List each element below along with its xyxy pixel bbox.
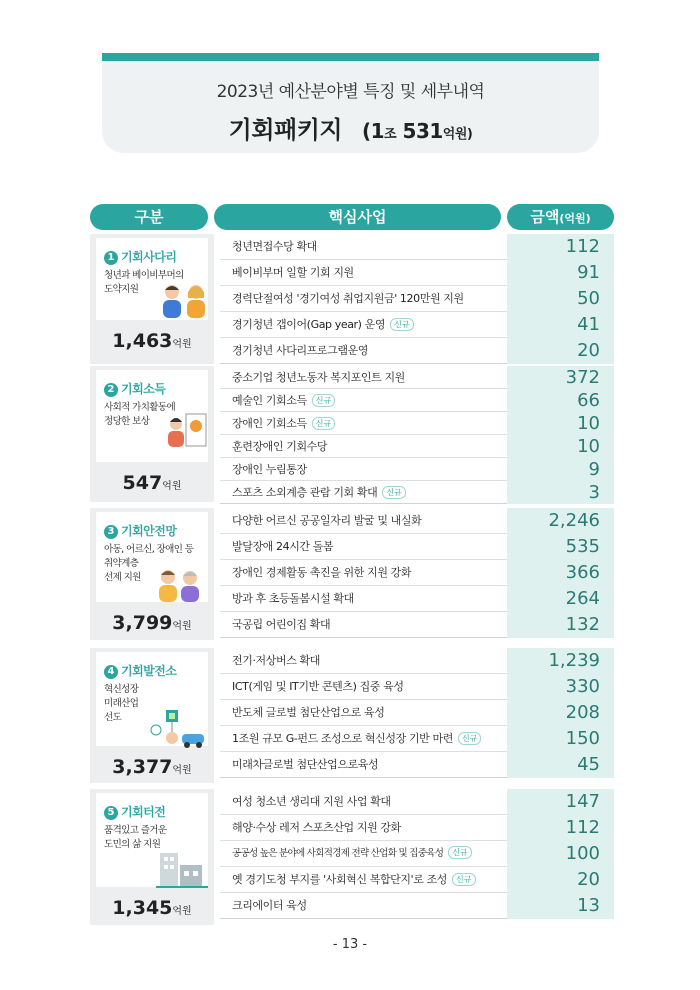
project-amount: 10 xyxy=(507,412,614,435)
group-number-badge: 1 xyxy=(104,251,118,265)
page-number: - 13 - xyxy=(332,937,368,952)
new-badge: 신규 xyxy=(382,486,405,499)
group-total xyxy=(90,756,214,778)
header-total-num: 531 xyxy=(396,119,443,143)
table-row xyxy=(220,726,614,752)
group-total-value: 1,345 xyxy=(112,897,173,919)
group-card-inner xyxy=(96,238,208,320)
table-row xyxy=(220,435,614,458)
header-total-jo: 조 xyxy=(384,127,397,142)
group-total-unit: 억원 xyxy=(172,339,192,350)
project-amount: 50 xyxy=(507,286,614,312)
group-total-unit: 억원 xyxy=(172,906,192,917)
project-amount: 208 xyxy=(507,700,614,726)
table-row xyxy=(220,458,614,481)
new-badge: 신규 xyxy=(390,318,413,331)
group-title: 기회터전 xyxy=(121,805,166,819)
table-row xyxy=(220,867,614,893)
group-card xyxy=(90,508,214,640)
column-header-core: 핵심사업 xyxy=(214,204,501,230)
project-name xyxy=(232,508,421,534)
group-rows xyxy=(220,648,614,778)
project-amount: 45 xyxy=(507,752,614,778)
group-description: 혁신성장 미래산업 선도 xyxy=(104,684,139,723)
project-name-text: 경기청년 갭이어(Gap year) 운영 xyxy=(232,318,386,331)
group-rows xyxy=(220,789,614,919)
project-name-text: 방과 후 초등돌봄시설 확대 xyxy=(232,592,354,605)
project-name xyxy=(232,260,354,286)
project-name xyxy=(232,674,404,700)
table-row xyxy=(220,286,614,312)
project-name xyxy=(232,789,391,815)
group-card xyxy=(90,648,214,783)
project-name-text: 장애인 경제활동 촉진을 위한 지원 강화 xyxy=(232,566,412,579)
project-amount: 1,239 xyxy=(507,648,614,674)
project-name xyxy=(232,435,327,458)
project-amount: 132 xyxy=(507,612,614,638)
header-total-open: (1 xyxy=(361,119,384,143)
table-row xyxy=(220,700,614,726)
table-row xyxy=(220,366,614,389)
project-name xyxy=(232,752,378,778)
table-row xyxy=(220,648,614,674)
table-row xyxy=(220,481,614,504)
group-illustration-icon xyxy=(146,708,206,754)
new-badge: 신규 xyxy=(458,732,481,745)
group-description: 품격있고 즐거운 도민의 삶 지원 xyxy=(104,825,167,850)
group-card-inner xyxy=(96,652,208,746)
header-total xyxy=(362,119,472,143)
project-amount: 3 xyxy=(507,481,614,504)
project-name-text: 중소기업 청년노동자 복지포인트 지원 xyxy=(232,371,405,384)
new-badge: 신규 xyxy=(448,846,471,859)
header-title-line xyxy=(102,110,599,145)
project-amount: 2,246 xyxy=(507,508,614,534)
project-amount: 147 xyxy=(507,789,614,815)
table-row xyxy=(220,234,614,260)
project-name-text: 예술인 기회소득 xyxy=(232,394,307,407)
project-name-text: 반도체 글로벌 첨단산업으로 육성 xyxy=(232,706,385,719)
project-name xyxy=(232,338,368,364)
table-row xyxy=(220,508,614,534)
group-card xyxy=(90,366,214,502)
group-description: 아동, 어르신, 장애인 등 취약계층 선제 지원 xyxy=(104,544,194,583)
table-row xyxy=(220,612,614,638)
project-amount: 330 xyxy=(507,674,614,700)
group-total-value: 3,799 xyxy=(112,612,173,634)
page-header xyxy=(102,61,599,153)
table-row xyxy=(220,338,614,364)
table-row xyxy=(220,815,614,841)
project-name xyxy=(232,412,335,435)
column-header-amount xyxy=(507,204,614,230)
table-row xyxy=(220,560,614,586)
project-name xyxy=(232,234,317,260)
group-total xyxy=(90,612,214,634)
group-rows xyxy=(220,366,614,504)
project-amount: 9 xyxy=(507,458,614,481)
group-card-inner xyxy=(96,793,208,887)
project-name xyxy=(232,534,333,560)
group-card xyxy=(90,789,214,925)
group-illustration-icon xyxy=(164,412,208,454)
group-title: 기회안전망 xyxy=(121,524,177,538)
table-row xyxy=(220,389,614,412)
project-name-text: 미래차글로벌 첨단산업으로육성 xyxy=(232,758,379,771)
group-total-value: 1,463 xyxy=(112,330,173,352)
group-illustration-icon xyxy=(156,849,208,893)
group-title: 기회소득 xyxy=(121,382,166,396)
table-row xyxy=(220,312,614,338)
project-amount: 112 xyxy=(507,234,614,260)
project-name xyxy=(232,867,476,893)
project-amount: 150 xyxy=(507,726,614,752)
table-row xyxy=(220,534,614,560)
group-card-inner xyxy=(96,512,208,602)
new-badge: 신규 xyxy=(312,417,335,430)
project-name-text: 크리에이터 육성 xyxy=(232,899,307,912)
project-amount: 100 xyxy=(507,841,614,867)
table-row xyxy=(220,260,614,286)
group-total-value: 3,377 xyxy=(112,756,173,778)
column-header-amount-unit: (억원) xyxy=(559,212,591,225)
header-title: 기회패키지 xyxy=(228,116,343,144)
project-amount: 91 xyxy=(507,260,614,286)
project-name-text: 경기청년 사다리프로그램운영 xyxy=(232,344,369,357)
group-number-badge: 5 xyxy=(104,806,118,820)
project-name-text: 옛 경기도청 부지를 '사회혁신 복합단지'로 조성 xyxy=(232,873,448,886)
project-amount: 366 xyxy=(507,560,614,586)
project-name-text: 전기·저상버스 확대 xyxy=(232,654,321,667)
group-total-unit: 억원 xyxy=(172,765,192,776)
project-name-text: 발달장애 24시간 돌봄 xyxy=(232,540,334,553)
group-title: 기회발전소 xyxy=(121,664,177,678)
group-illustration-icon xyxy=(154,566,206,608)
project-name xyxy=(232,586,354,612)
table-row xyxy=(220,752,614,778)
group-total xyxy=(90,330,214,352)
group-description: 사회적 가치활동에 정당한 보상 xyxy=(104,402,176,427)
group-total xyxy=(90,897,214,919)
group-total-value: 547 xyxy=(122,472,163,494)
project-name-text: ICT(게임 및 IT기반 콘텐츠) 집중 육성 xyxy=(232,680,404,693)
column-header-category: 구분 xyxy=(90,204,208,230)
project-amount: 20 xyxy=(507,338,614,364)
project-name-text: 해양·수상 레저 스포츠산업 지원 강화 xyxy=(232,821,401,834)
new-badge: 신규 xyxy=(452,873,475,886)
project-name-text: 공공성 높은 분야에 사회적경제 전략 산업화 및 집중육성 xyxy=(232,848,444,859)
group-total xyxy=(90,472,214,494)
project-name-text: 1조원 규모 G-펀드 조성으로 혁신성장 기반 마련 xyxy=(232,732,453,745)
project-amount: 66 xyxy=(507,389,614,412)
project-amount: 372 xyxy=(507,366,614,389)
new-badge: 신규 xyxy=(312,394,335,407)
group-number-badge: 4 xyxy=(104,665,118,679)
table-row xyxy=(220,674,614,700)
project-name xyxy=(232,648,320,674)
project-amount: 20 xyxy=(507,867,614,893)
project-name xyxy=(232,481,406,504)
group-number-badge: 2 xyxy=(104,383,118,397)
table-row xyxy=(220,789,614,815)
project-name xyxy=(232,366,405,389)
project-name-text: 여성 청소년 생리대 지원 사업 확대 xyxy=(232,795,391,808)
group-rows xyxy=(220,508,614,638)
project-amount: 41 xyxy=(507,312,614,338)
group-total-unit: 억원 xyxy=(172,621,192,632)
group-card-inner xyxy=(96,370,208,462)
project-amount: 13 xyxy=(507,893,614,919)
table-row xyxy=(220,412,614,435)
project-name-text: 장애인 누림통장 xyxy=(232,463,307,476)
project-name-text: 장애인 기회소득 xyxy=(232,417,307,430)
table-row xyxy=(220,893,614,919)
project-name xyxy=(232,286,464,312)
project-name xyxy=(232,815,401,841)
project-name xyxy=(232,893,307,919)
project-name xyxy=(232,612,330,638)
project-name xyxy=(232,841,472,867)
project-name xyxy=(232,560,411,586)
header-total-unit: 억원) xyxy=(442,127,473,142)
group-number-badge: 3 xyxy=(104,525,118,539)
project-name-text: 국공립 어린이집 확대 xyxy=(232,618,331,631)
project-name-text: 경력단절여성 '경기여성 취업지원금' 120만원 지원 xyxy=(232,292,464,305)
project-name xyxy=(232,726,481,752)
table-row xyxy=(220,586,614,612)
project-name-text: 베이비부머 일할 기회 지원 xyxy=(232,266,354,279)
column-header-amount-label: 금액 xyxy=(530,208,560,226)
project-amount: 535 xyxy=(507,534,614,560)
project-name xyxy=(232,389,335,412)
header-subtitle: 2023년 예산분야별 특징 및 세부내역 xyxy=(216,82,485,102)
project-amount: 264 xyxy=(507,586,614,612)
group-card xyxy=(90,234,214,364)
table-row xyxy=(220,841,614,867)
group-rows xyxy=(220,234,614,364)
project-name xyxy=(232,312,414,338)
group-title: 기회사다리 xyxy=(121,250,177,264)
project-name-text: 다양한 어르신 공공일자리 발굴 및 내실화 xyxy=(232,514,422,527)
group-total-unit: 억원 xyxy=(162,481,182,492)
group-illustration-icon xyxy=(158,282,214,322)
project-amount: 112 xyxy=(507,815,614,841)
project-name xyxy=(232,700,384,726)
project-amount: 10 xyxy=(507,435,614,458)
project-name-text: 청년면접수당 확대 xyxy=(232,240,317,253)
header-accent-bar xyxy=(102,53,599,61)
group-description: 청년과 베이비부머의 도약지원 xyxy=(104,270,184,295)
project-name-text: 훈련장애인 기회수당 xyxy=(232,440,328,453)
project-name-text: 스포츠 소외계층 관람 기회 확대 xyxy=(232,486,378,499)
project-name xyxy=(232,458,307,481)
